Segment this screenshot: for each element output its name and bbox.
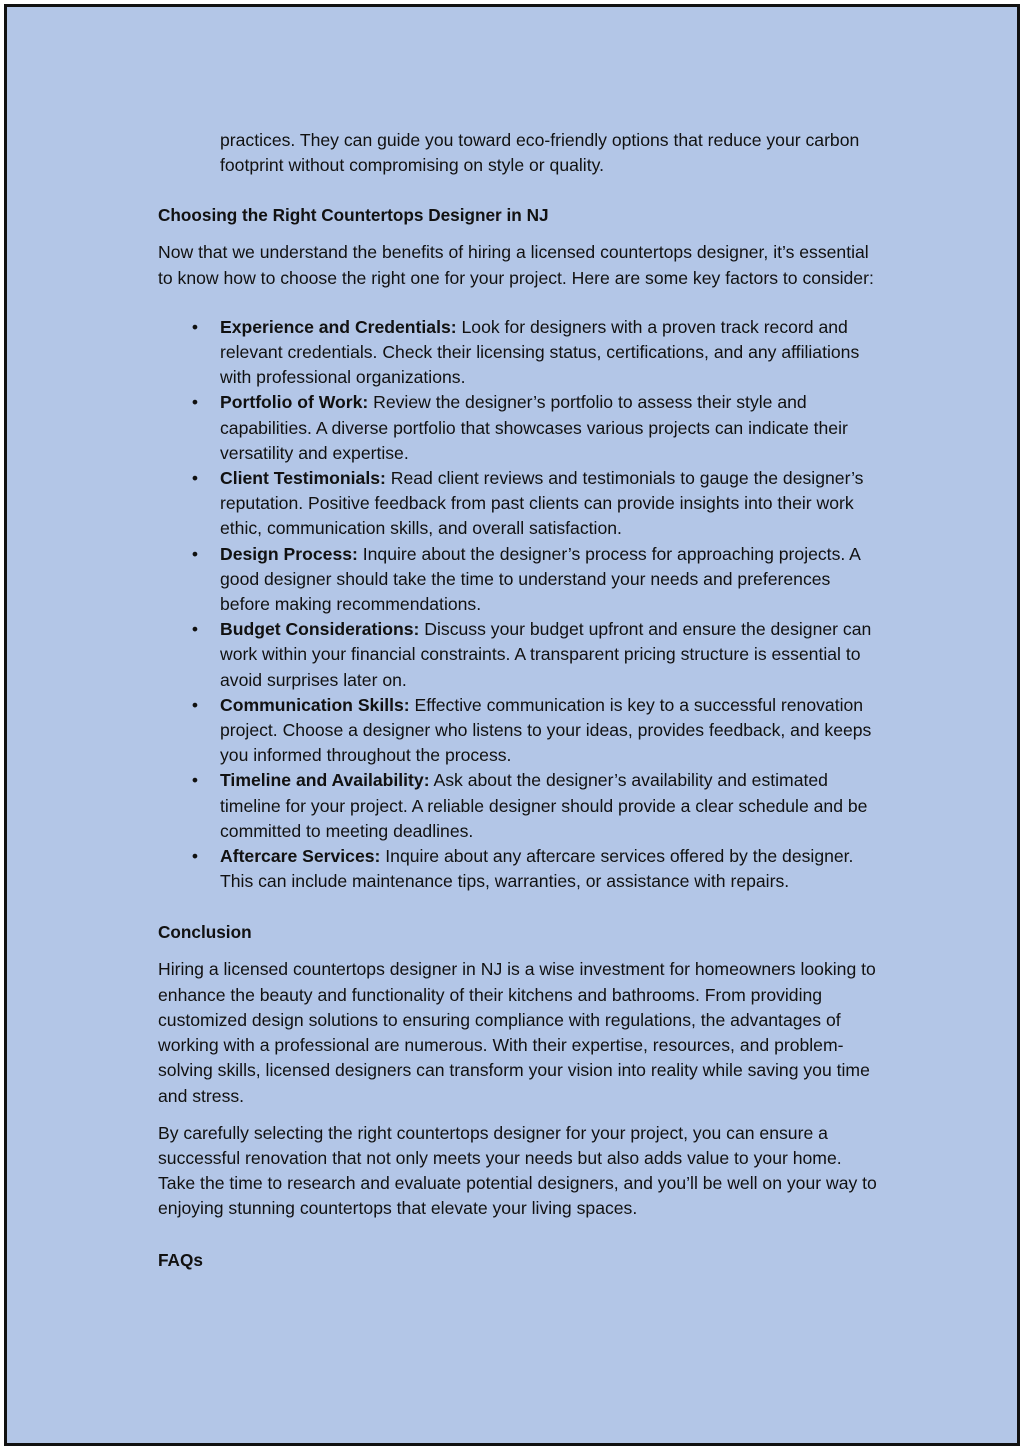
continuation-paragraph: practices. They can guide you toward eco-friendly options that reduce your carbon footprint without compromising on style or quality. (220, 130, 860, 176)
list-item (158, 542, 883, 618)
bullet-icon: • (191, 619, 199, 640)
bullet-icon: • (191, 694, 199, 715)
conclusion-paragraph: By carefully selecting the right countertops designer for your project, you can ensure a successful renovation that not only meets your needs but also adds value to your home. Take the time to research and evaluate potential designers, and you’ll be well on your way to enjoying stunning countertops that elevate your living spaces. (158, 1122, 877, 1219)
list-item-term: Budget Considerations: (220, 619, 420, 640)
document-page (4, 4, 1020, 1446)
bullet-icon: • (191, 846, 199, 867)
section-heading-faqs: FAQs (158, 1249, 203, 1270)
section-heading-conclusion: Conclusion (158, 922, 252, 943)
list-item (158, 617, 883, 693)
list-item-term: Communication Skills: (220, 694, 410, 715)
conclusion-paragraph: Hiring a licensed countertops designer in NJ is a wise investment for homeowners looking to enhance the beauty and functionality of their kitchens and bathrooms. From providing customized design solutions to ensuring compliance with regulations, the advantages of working with a professional are numerous. With their expertise, resources, and problem-solving skills, licensed designers can transform your vision into reality while saving you time and stress. (158, 959, 876, 1106)
list-item-term: Design Process: (220, 543, 358, 564)
list-item-text: Discuss your budget upfront and ensure the designer can work within your financial constraints. A transparent pricing structure is essential to avoid surprises later on. (220, 619, 872, 690)
list-item-term: Experience and Credentials: (220, 316, 457, 337)
list-item-text: Effective communication is key to a successful renovation project. Choose a designer who listens to your ideas, provides feedback, and keeps you informed throughout the process. (220, 694, 872, 766)
document-content (158, 128, 883, 1273)
bullet-icon: • (191, 543, 199, 564)
list-item-text: Ask about the designer’s availability and estimated timeline for your project. A reliable designer should provide a clear schedule and be committed to meeting deadlines. (220, 770, 868, 841)
list-item-term: Aftercare Services: (220, 846, 381, 867)
list-item-text: Read client reviews and testimonials to gauge the designer’s reputation. Positive feedback from past clients can provide insights into their work ethic, communication skills, and overall satisfaction. (220, 468, 864, 539)
bullet-icon: • (191, 392, 199, 413)
list-item (158, 390, 883, 466)
list-item (158, 315, 883, 391)
list-item (158, 768, 883, 844)
list-item (158, 844, 883, 894)
factor-list (158, 315, 883, 895)
list-item-text: Review the designer’s portfolio to assess their style and capabilities. A diverse portfolio that showcases various projects can indicate their versatility and expertise. (220, 392, 848, 463)
list-item-term: Timeline and Availability: (220, 770, 430, 791)
list-item (158, 466, 883, 542)
list-item-text: Look for designers with a proven track record and relevant credentials. Check their licensing status, certifications, and any affiliations with professional organizations. (220, 316, 860, 388)
bullet-icon: • (191, 468, 199, 489)
list-item-term: Client Testimonials: (220, 468, 386, 489)
section-heading-choosing: Choosing the Right Countertops Designer in NJ (158, 205, 549, 226)
bullet-icon: • (191, 770, 199, 791)
list-item (158, 693, 883, 769)
list-item-text: Inquire about the designer’s process for approaching projects. A good designer should take the time to understand your needs and preferences before making recommendations. (220, 543, 860, 615)
list-item-term: Portfolio of Work: (220, 392, 369, 413)
list-item-text: Inquire about any aftercare services offered by the designer. This can include maintenance tips, warranties, or assistance with repairs. (220, 846, 854, 892)
choosing-intro-paragraph: Now that we understand the benefits of hiring a licensed countertops designer, it’s essential to know how to choose the right one for your project. Here are some key factors to consider: (158, 242, 874, 288)
bullet-icon: • (191, 316, 199, 337)
